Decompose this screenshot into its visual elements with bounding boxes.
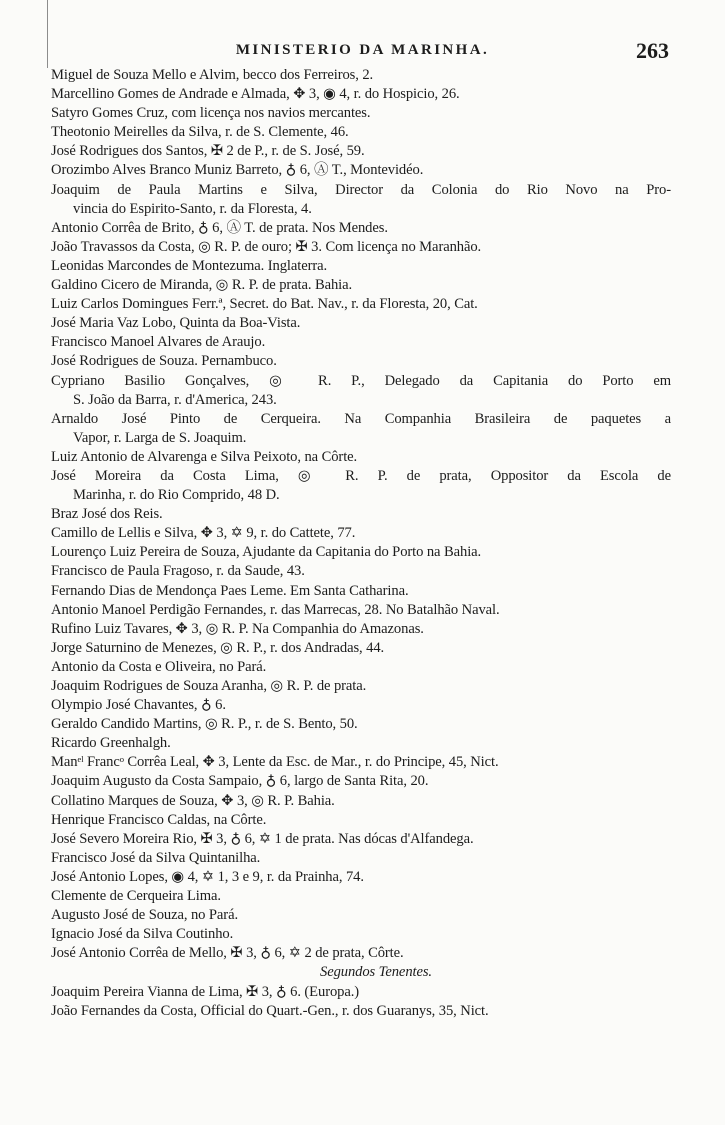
page-number: 263 (636, 38, 669, 63)
list-entry: Rufino Luiz Tavares, ✥ 3, ◎ R. P. Na Companhia do Amazonas. (51, 620, 424, 637)
list-entry: Leonidas Marcondes de Montezuma. Inglaterra. (51, 257, 328, 274)
list-entry-continuation: S. João da Barra, r. d'America, 243. (73, 391, 277, 408)
list-entry: Joaquim Pereira Vianna de Lima, ✠ 3, ♁ 6. (Europa.) (51, 983, 360, 1000)
list-entry: José Severo Moreira Rio, ✠ 3, ♁ 6, ✡ 1 de prata. Nas dócas d'Alfandega. (51, 830, 474, 847)
list-entry: Luiz Carlos Domingues Ferr.ª, Secret. do Bat. Nav., r. da Floresta, 20, Cat. (51, 296, 478, 313)
list-entry: Ricardo Greenhalgh. (51, 735, 171, 752)
list-entry: Geraldo Candido Martins, ◎ R. P., r. de S. Bento, 50. (51, 716, 358, 733)
list-entry: Braz José dos Reis. (51, 506, 163, 523)
list-entry: Luiz Antonio de Alvarenga e Silva Peixoto, na Côrte. (51, 448, 358, 465)
list-entry: Arnaldo José Pinto de Cerqueira. Na Companhia Brasileira de paquetes a (51, 410, 671, 427)
list-entry: Orozimbo Alves Branco Muniz Barreto, ♁ 6, Ⓐ T., Montevidéo. (51, 162, 424, 179)
list-entry: Fernando Dias de Mendonça Paes Leme. Em Santa Catharina. (51, 582, 409, 599)
list-entry: Henrique Francisco Caldas, na Côrte. (51, 811, 267, 828)
list-entry: Manᵉˡ Francᵒ Corrêa Leal, ✥ 3, Lente da Esc. de Mar., r. do Principe, 45, Nict. (51, 754, 499, 771)
list-entry: João Fernandes da Costa, Official do Quart.-Gen., r. dos Guaranys, 35, Nict. (51, 1002, 489, 1019)
list-entry: Clemente de Cerqueira Lima. (51, 888, 221, 905)
list-entry: Joaquim de Paula Martins e Silva, Director da Colonia do Rio Novo na Pro- (51, 181, 671, 198)
list-entry: José Antonio Corrêa de Mello, ✠ 3, ♁ 6, ✡ 2 de prata, Côrte. (51, 945, 404, 962)
list-entry: José Rodrigues dos Santos, ✠ 2 de P., r. de S. José, 59. (51, 143, 365, 160)
list-entry: Satyro Gomes Cruz, com licença nos navios mercantes. (51, 105, 371, 122)
officer-list (51, 66, 671, 1021)
list-entry: Francisco Manoel Alvares de Araujo. (51, 334, 266, 351)
list-entry: Cypriano Basilio Gonçalves, ◎ R. P., Delegado da Capitania do Porto em (51, 372, 671, 389)
list-entry-continuation: vincia do Espirito-Santo, r. da Floresta, 4. (73, 200, 312, 217)
page-header-title: MINISTERIO DA MARINHA. (235, 42, 490, 58)
list-entry: Francisco José da Silva Quintanilha. (51, 849, 261, 866)
list-entry: Theotonio Meirelles da Silva, r. de S. Clemente, 46. (51, 124, 349, 141)
list-entry: Ignacio José da Silva Coutinho. (51, 926, 234, 943)
list-entry: Galdino Cicero de Miranda, ◎ R. P. de prata. Bahia. (51, 277, 353, 294)
list-entry: Antonio Corrêa de Brito, ♁ 6, Ⓐ T. de prata. Nos Mendes. (51, 219, 388, 236)
list-entry: Francisco de Paula Fragoso, r. da Saude, 43. (51, 563, 305, 580)
list-entry: João Travassos da Costa, ◎ R. P. de ouro; ✠ 3. Com licença no Maranhão. (51, 238, 482, 255)
list-entry: Collatino Marques de Souza, ✥ 3, ◎ R. P. Bahia. (51, 792, 335, 809)
section-heading: Segundos Tenentes. (320, 964, 432, 981)
list-entry-continuation: Vapor, r. Larga de S. Joaquim. (73, 429, 247, 446)
list-entry: Lourenço Luiz Pereira de Souza, Ajudante da Capitania do Porto na Bahia. (51, 544, 482, 561)
list-entry: Jorge Saturnino de Menezes, ◎ R. P., r. dos Andradas, 44. (51, 639, 385, 656)
list-entry-continuation: Marinha, r. do Rio Comprido, 48 D. (73, 487, 280, 504)
list-entry: Camillo de Lellis e Silva, ✥ 3, ✡ 9, r. do Cattete, 77. (51, 525, 356, 542)
list-entry: Olympio José Chavantes, ♁ 6. (51, 697, 226, 714)
list-entry: Antonio Manoel Perdigão Fernandes, r. das Marrecas, 28. No Batalhão Naval. (51, 601, 500, 618)
list-entry: Joaquim Augusto da Costa Sampaio, ♁ 6, largo de Santa Rita, 20. (51, 773, 429, 790)
list-entry: José Moreira da Costa Lima, ◎ R. P. de prata, Oppositor da Escola de (51, 467, 671, 484)
list-entry: Antonio da Costa e Oliveira, no Pará. (51, 658, 267, 675)
list-entry: José Rodrigues de Souza. Pernambuco. (51, 353, 277, 370)
list-entry: Joaquim Rodrigues de Souza Aranha, ◎ R. P. de prata. (51, 678, 367, 694)
list-entry: Augusto José de Souza, no Pará. (51, 907, 238, 924)
list-entry: José Maria Vaz Lobo, Quinta da Boa-Vista. (51, 315, 301, 332)
list-entry: Miguel de Souza Mello e Alvim, becco dos Ferreiros, 2. (51, 67, 374, 83)
list-entry: Marcellino Gomes de Andrade e Almada, ✥ 3, ◉ 4, r. do Hospicio, 26. (51, 86, 460, 103)
list-entry: José Antonio Lopes, ◉ 4, ✡ 1, 3 e 9, r. da Prainha, 74. (51, 868, 364, 885)
